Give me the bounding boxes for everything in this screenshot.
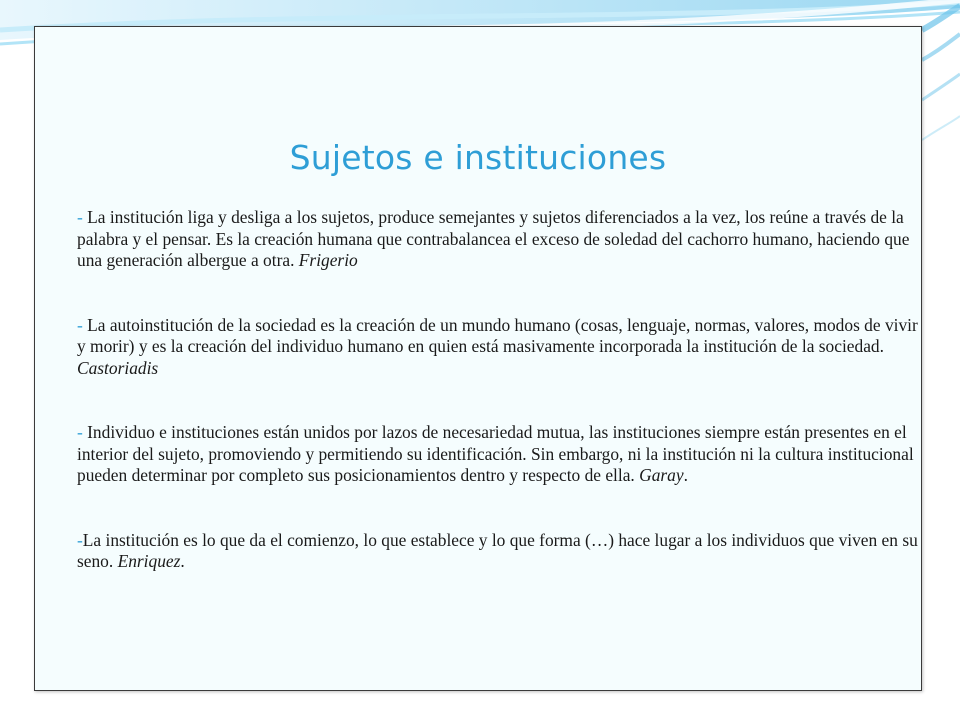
author-citation: Enriquez [117, 551, 181, 571]
paragraph-garay [77, 422, 921, 487]
paragraph-text: Individuo e instituciones están unidos por lazos de necesariedad mutua, las instituciones siempre están presentes en el interior del sujeto, promoviendo y permitiendo su identificación. Sin embargo, ni la institución ni la cultura institucional pueden determinar por completo sus posicionamientos dentro y respecto de ella. [77, 422, 914, 485]
author-citation: Garay [639, 465, 684, 485]
paragraph-text: La institución liga y desliga a los sujetos, produce semejantes y sujetos diferenciados a la vez, los reúne a través de la palabra y el pensar. Es la creación humana que contrabalancea el exceso de soledad del cachorro humano, haciendo que una generación albergue a otra. [77, 207, 910, 270]
paragraph-castoriadis [77, 315, 921, 380]
author-citation: Frigerio [298, 250, 358, 270]
slide-body [77, 207, 921, 616]
author-citation: Castoriadis [77, 357, 159, 378]
paragraph-text: La institución es lo que da el comienzo, lo que establece y lo que forma (…) hace lugar a los individuos que viven en su seno. [77, 529, 918, 571]
bullet-dash: - [77, 207, 83, 227]
paragraph-trailing: . [180, 551, 185, 571]
slide-frame [34, 26, 922, 691]
bullet-dash: - [77, 422, 83, 442]
paragraph-enriquez [77, 530, 921, 573]
paragraph-text: La autoinstitución de la sociedad es la creación de un mundo humano (cosas, lenguaje, normas, valores, modos de vivir y morir) y es la creación del individuo humano en quien está masivamente incorporada la institución de la sociedad. [77, 314, 918, 356]
bullet-dash: - [77, 529, 83, 550]
paragraph-frigerio [77, 207, 921, 272]
paragraph-trailing: . [683, 465, 688, 485]
bullet-dash: - [77, 314, 83, 335]
slide-title: Sujetos e instituciones [289, 138, 667, 177]
